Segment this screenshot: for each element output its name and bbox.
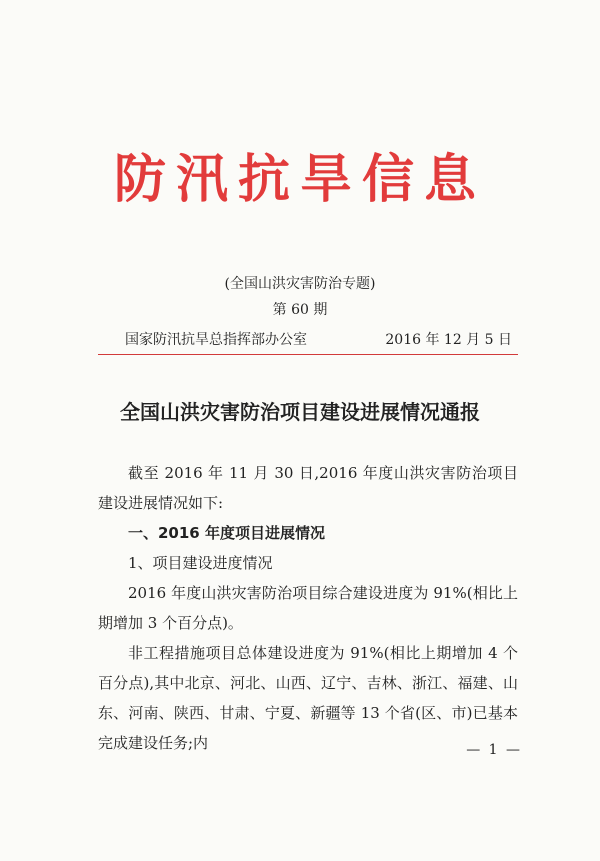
issue-number: 第 60 期 xyxy=(272,302,328,318)
body-paragraph: 2016 年度山洪灾害防治项目综合建设进度为 91%(相比上期增加 3 个百分点)。 xyxy=(98,584,518,632)
document-body xyxy=(98,458,518,758)
subsection-heading: 1、项目建设进度情况 xyxy=(128,554,273,572)
header-divider xyxy=(98,354,518,355)
section-heading: 一、2016 年度项目进展情况 xyxy=(128,524,325,542)
masthead-subtitle: (全国山洪灾害防治专题) xyxy=(224,276,376,292)
body-paragraph: 截至 2016 年 11 月 30 日,2016 年度山洪灾害防治项目建设进展情况如下: xyxy=(98,464,518,512)
document-title: 全国山洪灾害防治项目建设进展情况通报 xyxy=(120,400,480,424)
issuing-office: 国家防汛抗旱总指挥部办公室 xyxy=(125,332,307,348)
page-number: — 1 — xyxy=(466,742,522,758)
body-paragraph: 非工程措施项目总体建设进度为 91%(相比上期增加 4 个百分点),其中北京、河北、山西、辽宁、吉林、浙江、福建、山东、河南、陕西、甘肃、宁夏、新疆等 13 个省(区、市)已基本完成建设任务;内 xyxy=(98,644,518,752)
issue-date: 2016 年 12 月 5 日 xyxy=(385,332,512,348)
masthead-title: 防汛抗旱信息 xyxy=(113,149,486,210)
